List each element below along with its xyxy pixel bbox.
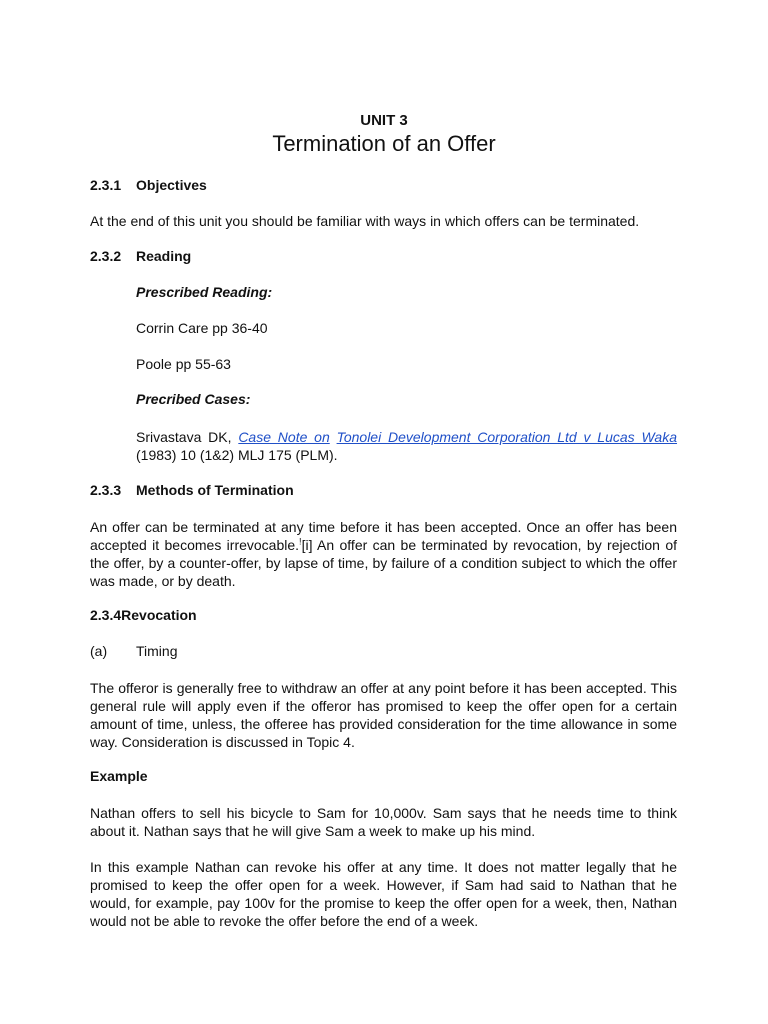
- heading-reading: [90, 248, 191, 264]
- timing-subheading: [90, 643, 178, 659]
- section-number: 2.3.3: [90, 482, 122, 498]
- methods-paragraph: [90, 518, 677, 590]
- reading-item: Corrin Care pp 36-40: [136, 320, 268, 336]
- section-number: 2.3.2: [90, 248, 122, 264]
- section-number: 2.3.1: [90, 177, 122, 193]
- reading-item: Poole pp 55-63: [136, 356, 231, 372]
- objectives-text: At the end of this unit you should be familiar with ways in which offers can be terminated.: [90, 213, 640, 229]
- case-note-link[interactable]: Case Note on: [238, 429, 330, 445]
- unit-label: UNIT 3: [360, 112, 408, 129]
- item-text: Timing: [136, 643, 178, 659]
- heading-objectives: [90, 177, 207, 193]
- example-paragraph-2: In this example Nathan can revoke his offer at any time. It does not matter legally that he promised to keep the offer open for a week. However, if Sam had said to Nathan that he would, for example, pay 100v for the promise to keep the offer open for a week, then, Nathan would not be able to revoke the offer before the end of a week.: [90, 859, 677, 929]
- methods-text-2: An offer can be terminated by revocation, by rejection of the offer, by a counter-offer, by lapse of time, by failure of a condition subject to which the offer was made, or by death.: [90, 537, 677, 589]
- case-reference: (1983) 10 (1&2) MLJ 175 (PLM).: [136, 447, 338, 463]
- prescribed-cases-label: Precribed Cases:: [136, 391, 251, 407]
- timing-paragraph: The offeror is generally free to withdraw an offer at any point before it has been accepted. This general rule will apply even if the offeror has promised to keep the offer open for a certain amount of time, unless, the offeree has provided consideration for the time allowance in some way. Consideration is discussed in Topic 4.: [90, 680, 677, 750]
- footnote-marker[interactable]: !: [299, 536, 302, 547]
- case-name-link[interactable]: Tonolei Development Corporation Ltd v Lucas Waka: [336, 429, 678, 445]
- methods-text-1: An offer can be terminated at any time before it has been accepted. Once an offer has been accepted it becomes irrevocable.: [90, 519, 677, 553]
- heading-revocation: 2.3.4Revocation: [90, 607, 197, 623]
- example-label: Example: [90, 768, 148, 784]
- page-title: Termination of an Offer: [272, 131, 496, 156]
- case-author: Srivastava DK,: [136, 429, 239, 445]
- prescribed-reading-label: Prescribed Reading:: [136, 284, 273, 300]
- heading-methods: [90, 482, 294, 498]
- section-title: Objectives: [136, 177, 207, 193]
- footnote-ref[interactable]: [i]: [301, 537, 313, 553]
- section-title: Methods of Termination: [136, 482, 294, 498]
- item-label: (a): [90, 643, 108, 659]
- case-citation: [136, 428, 677, 464]
- example-paragraph-1: Nathan offers to sell his bicycle to Sam for 10,000v. Sam says that he needs time to think about it. Nathan says that he will give Sam a week to make up his mind.: [90, 805, 677, 839]
- section-title: Reading: [136, 248, 192, 264]
